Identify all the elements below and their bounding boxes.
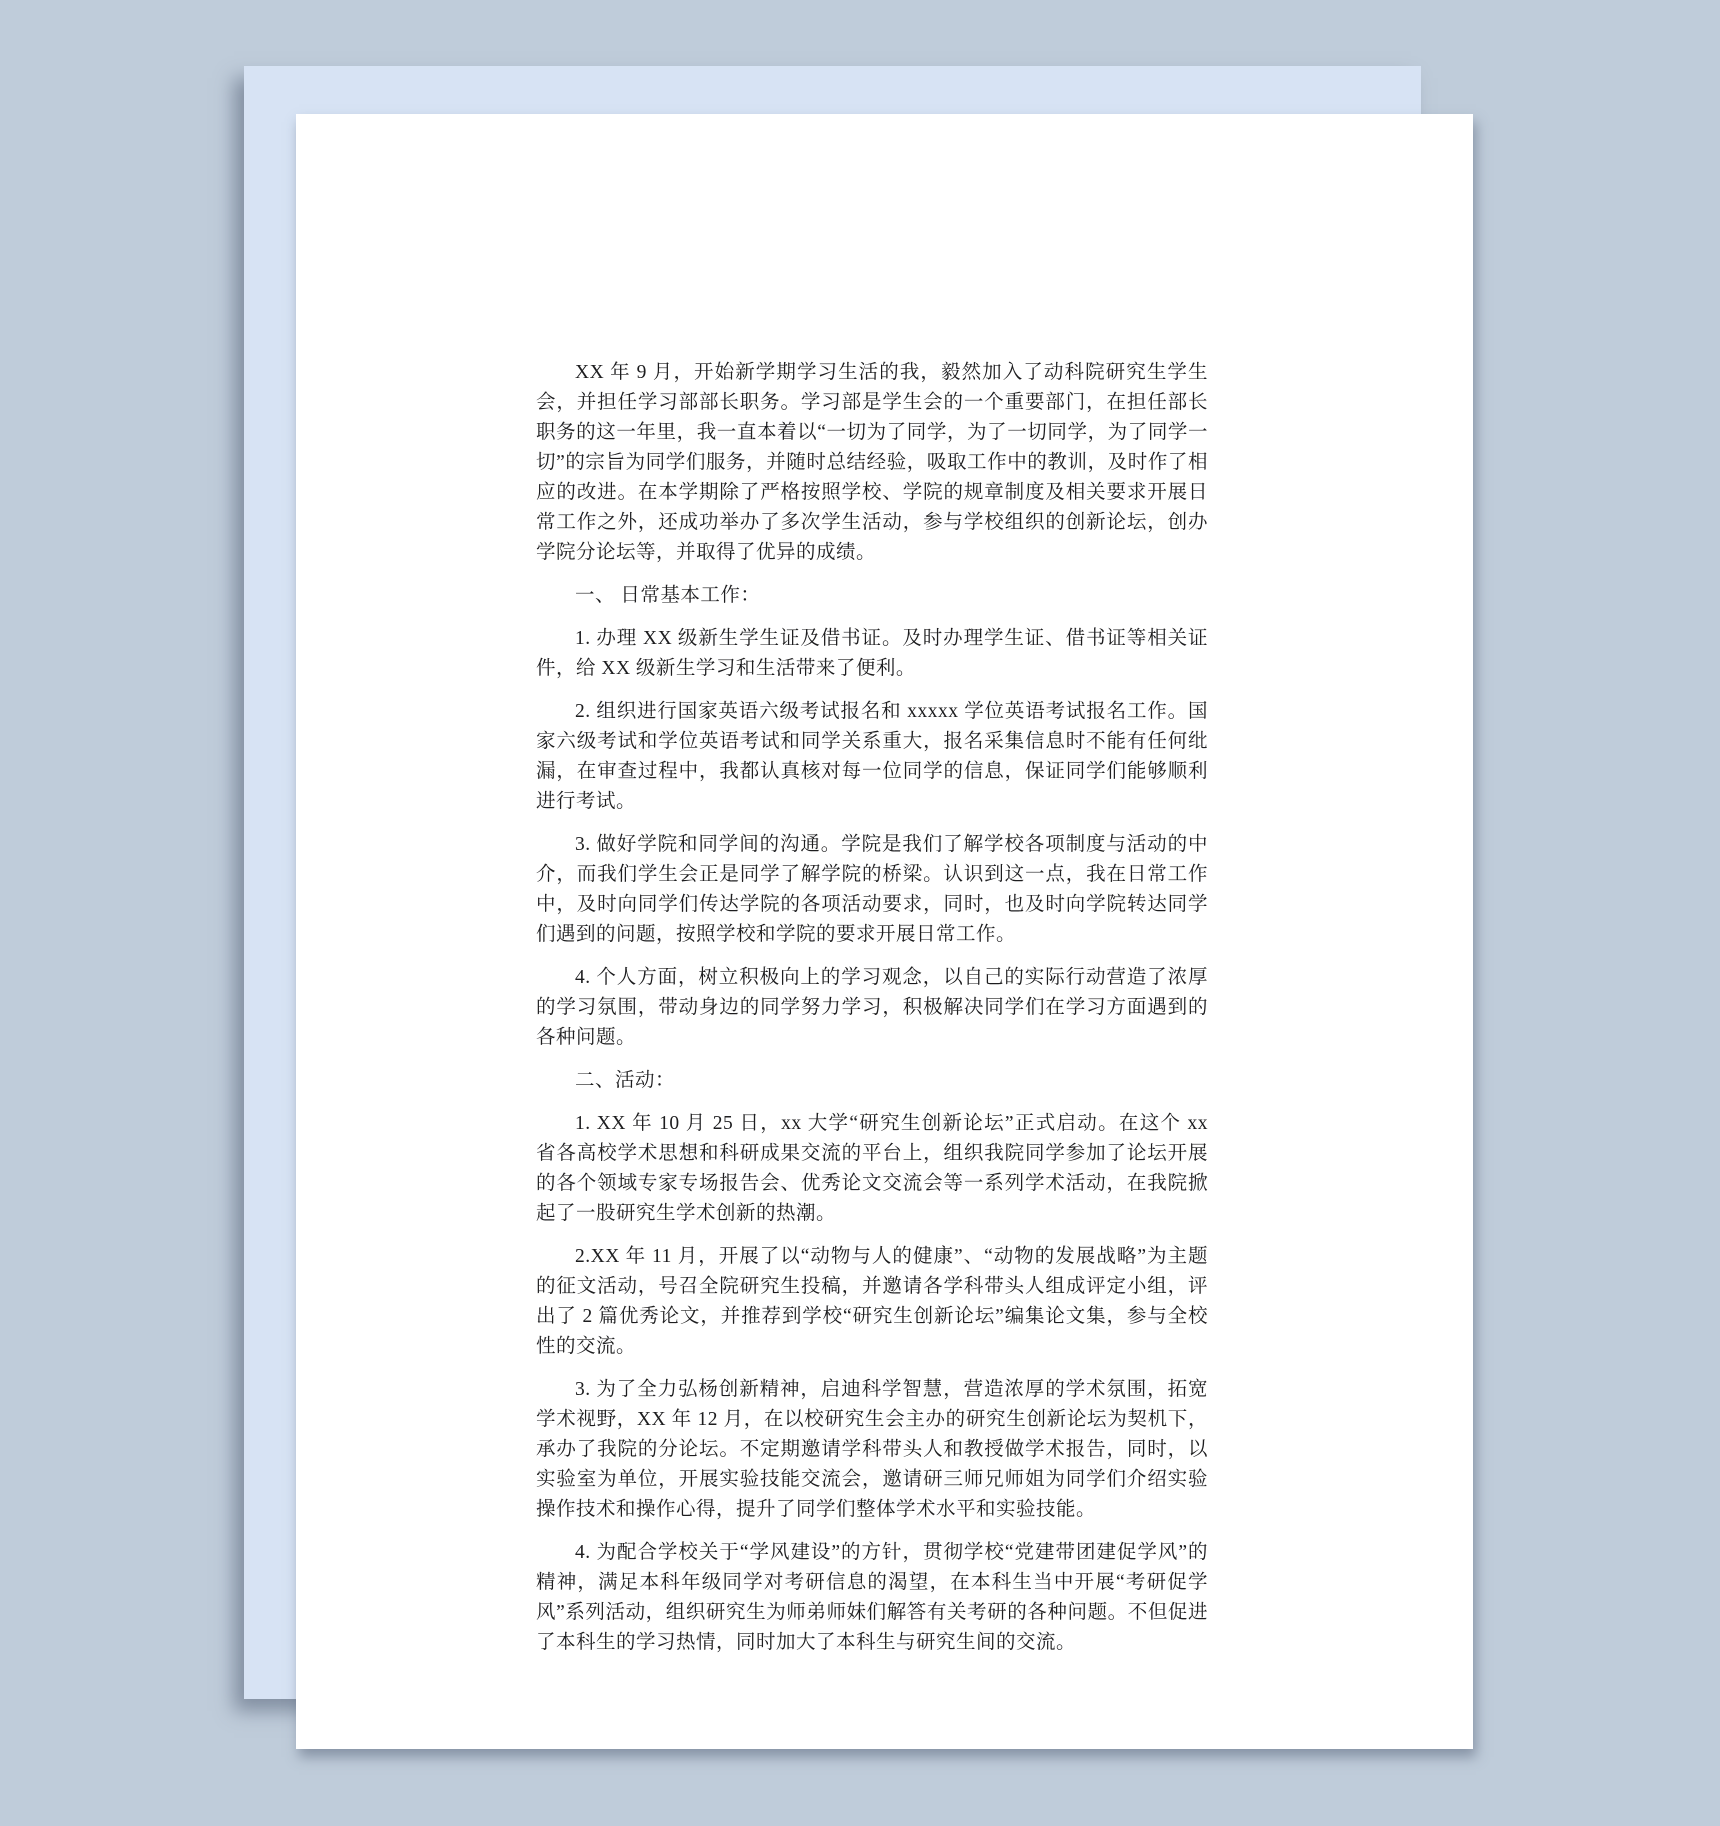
section-heading: 二、活动：: [575, 1070, 676, 1091]
paragraph: 4. 个人方面，树立积极向上的学习观念，以自己的实际行动营造了浓厚的学习氛围，带动身边的同学努力学习，积极解决同学们在学习方面遇到的各种问题。: [536, 967, 1208, 1048]
paragraph: 1. XX 年 10 月 25 日，xx 大学“研究生创新论坛”正式启动。在这个 xx 省各高校学术思想和科研成果交流的平台上，组织我院同学参加了论坛开展的各个领域专家专场报告会、优秀论文交流会等一系列学术活动，在我院掀起了一股研究生学术创新的热潮。: [536, 1113, 1208, 1224]
paragraph: 2. 组织进行国家英语六级考试报名和 xxxxx 学位英语考试报名工作。国家六级考试和学位英语考试和同学关系重大，报名采集信息时不能有任何纰漏，在审查过程中，我都认真核对每一位同学的信息，保证同学们能够顺利进行考试。: [536, 701, 1208, 812]
document-page: [296, 114, 1473, 1749]
paragraph: 2.XX 年 11 月，开展了以“动物与人的健康”、“动物的发展战略”为主题的征文活动，号召全院研究生投稿，并邀请各学科带头人组成评定小组，评出了 2 篇优秀论文，并推荐到学校“研究生创新论坛”编集论文集，参与全校性的交流。: [536, 1246, 1208, 1357]
paragraph: XX 年 9 月，开始新学期学习生活的我，毅然加入了动科院研究生学生会，并担任学习部部长职务。学习部是学生会的一个重要部门，在担任部长职务的这一年里，我一直本着以“一切为了同学，为了一切同学，为了同学一切”的宗旨为同学们服务，并随时总结经验，吸取工作中的教训，及时作了相应的改进。在本学期除了严格按照学校、学院的规章制度及相关要求开展日常工作之外，还成功举办了多次学生活动，参与学校组织的创新论坛，创办学院分论坛等，并取得了优异的成绩。: [536, 362, 1208, 563]
document-body: [536, 358, 1208, 1671]
paragraph: 4. 为配合学校关于“学风建设”的方针，贯彻学校“党建带团建促学风”的精神，满足本科年级同学对考研信息的渴望，在本科生当中开展“考研促学风”系列活动，组织研究生为师弟师妹们解答有关考研的各种问题。不但促进了本科生的学习热情，同时加大了本科生与研究生间的交流。: [536, 1542, 1208, 1653]
paragraph: 3. 为了全力弘杨创新精神，启迪科学智慧，营造浓厚的学术氛围，拓宽学术视野，XX 年 12 月，在以校研究生会主办的研究生创新论坛为契机下，承办了我院的分论坛。不定期邀请学科带头人和教授做学术报告，同时，以实验室为单位，开展实验技能交流会，邀请研三师兄师姐为同学们介绍实验操作技术和操作心得，提升了同学们整体学术水平和实验技能。: [536, 1379, 1208, 1520]
paragraph: 1. 办理 XX 级新生学生证及借书证。及时办理学生证、借书证等相关证件，给 XX 级新生学习和生活带来了便利。: [536, 628, 1208, 679]
section-heading: 一、 日常基本工作：: [575, 585, 761, 606]
paragraph: 3. 做好学院和同学间的沟通。学院是我们了解学校各项制度与活动的中介，而我们学生会正是同学了解学院的桥梁。认识到这一点，我在日常工作中，及时向同学们传达学院的各项活动要求，同时，也及时向学院转达同学们遇到的问题，按照学校和学院的要求开展日常工作。: [536, 834, 1208, 945]
